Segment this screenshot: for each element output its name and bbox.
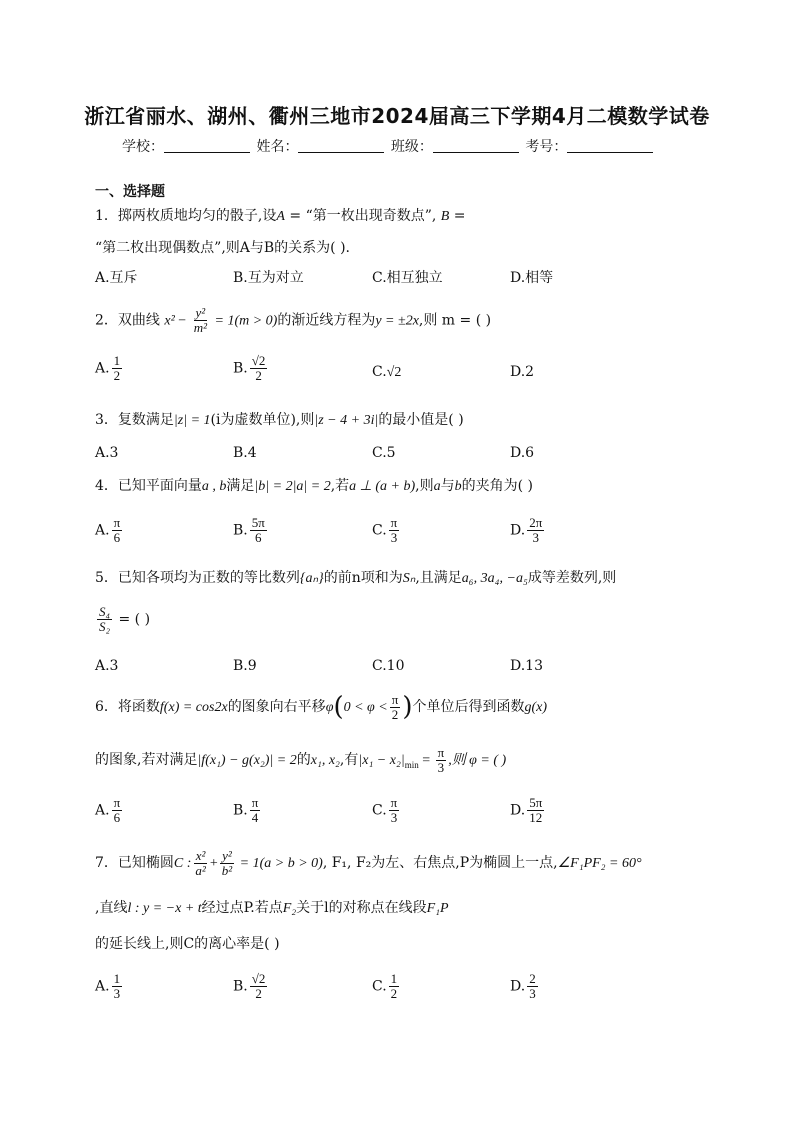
q6-range-num: π [391, 691, 399, 707]
q4-c-den: 3 [390, 530, 398, 545]
q6-line2c: ,有 [339, 752, 359, 768]
q3-option-d[interactable]: D.6 [510, 445, 535, 461]
q6-d-label: D. [510, 802, 526, 819]
q7-frac-y [220, 849, 234, 878]
q6-d-num: 5π [529, 795, 543, 810]
q6-c-frac [389, 796, 400, 825]
q4-text2: 满足 [226, 478, 255, 494]
q2-post: 的渐近线方程为 [277, 312, 376, 329]
q4-text5: 与 [440, 478, 455, 494]
q5-text4: 成等差数列,则 [527, 570, 617, 586]
class-label: 班级： [390, 139, 433, 155]
q6-min: |x₁ − x₂| [358, 753, 405, 768]
q2-option-a-label: A. [95, 360, 110, 377]
q6-xs: x₁, x₂ [310, 753, 340, 768]
q6-b-den: 4 [251, 810, 259, 825]
exam-title: 浙江省丽水、湖州、衢州三地市2024届高三下学期4月二模数学试卷 [84, 104, 710, 128]
q7-option-a[interactable] [95, 972, 124, 1001]
q4-c-label: C. [372, 522, 387, 539]
q7-c-frac [389, 972, 400, 1001]
q7-a-den: 3 [113, 986, 121, 1001]
q7-a-label: A. [95, 978, 110, 995]
student-info-row [122, 136, 655, 156]
q2-minus: − [174, 313, 190, 329]
q7-option-c[interactable] [372, 972, 401, 1001]
q5-number: 5． [95, 570, 118, 586]
q4-b-den: 6 [255, 530, 262, 545]
q2-b-den: 2 [255, 368, 262, 383]
q3-text3: 的最小值是( ) [378, 412, 464, 428]
q1-option-a[interactable]: A.互斥 [95, 270, 138, 286]
q7-option-b[interactable] [233, 972, 269, 1001]
q3-expr: |z − 4 + 3i| [314, 413, 379, 428]
q7-line2c: 关于l的对称点在线段 [296, 900, 427, 916]
q7-x2: x² [195, 847, 206, 863]
q7-line3: 的延长线上,则C的离心率是( ) [95, 936, 280, 952]
q4-d-den: 3 [532, 530, 539, 545]
q5-option-b[interactable]: B.9 [233, 658, 257, 674]
q7-l: l : y = −x + t [127, 901, 202, 916]
class-blank[interactable] [433, 152, 519, 153]
q1-option-d[interactable]: D.相等 [510, 270, 554, 286]
q4-option-c[interactable] [372, 516, 401, 545]
q7-c-num: 1 [390, 971, 398, 986]
q2-option-c[interactable] [372, 362, 401, 383]
q6-min-num: π [437, 744, 445, 760]
q2-frac-den: m² [193, 320, 207, 335]
q7-a-num: 1 [113, 971, 121, 986]
q1-eq2: = [449, 208, 466, 224]
q2-option-c-value: √2 [386, 365, 402, 380]
q7-angle: ∠F₁PF₂ = 60° [557, 856, 642, 871]
q6-phi: φ [325, 700, 334, 715]
q2-option-c-label: C. [372, 364, 387, 380]
q7-line2 [95, 898, 449, 919]
q5-seq: {aₙ} [299, 571, 324, 586]
q6-tail: ,则 φ = ( ) [448, 753, 507, 768]
q7-option-d[interactable] [510, 972, 540, 1001]
q2-x2: x² [164, 313, 175, 329]
q7-c-den: 2 [390, 986, 398, 1001]
q6-text2: 的图象向右平移 [227, 699, 326, 715]
q6-min-frac [436, 746, 447, 775]
q6-a-den: 6 [113, 810, 121, 825]
q6-option-d[interactable] [510, 796, 546, 825]
q4-text6: 的夹角为( ) [461, 478, 533, 494]
q7-d-num: 2 [529, 971, 536, 986]
q5-option-a[interactable]: A.3 [95, 658, 119, 674]
q4-option-a[interactable] [95, 516, 124, 545]
id-label: 考号： [525, 139, 568, 155]
q5-frac-num: S₄ [99, 604, 111, 619]
q4-perp: a ⊥ (a + b) [349, 479, 416, 494]
q4-a-den: 6 [113, 530, 121, 545]
q3-abs: |z| = 1 [173, 413, 211, 428]
q2-b-num: √2 [251, 353, 266, 368]
q7-c-label: C. [372, 978, 387, 995]
q6-a-label: A. [95, 802, 110, 819]
q6-g: g(x) [524, 700, 548, 715]
q6-line2 [95, 745, 506, 780]
name-label: 姓名： [256, 139, 299, 155]
q7-b-label: B. [233, 978, 248, 995]
q7-line1 [95, 848, 642, 879]
q6-option-a[interactable] [95, 796, 124, 825]
q2-option-a[interactable] [95, 354, 124, 383]
q5-terms: a₆, 3a₄, −a₅ [461, 571, 528, 586]
q6-a-num: π [113, 795, 121, 810]
q5-option-d[interactable]: D.13 [510, 658, 543, 674]
q1-line2: “第二枚出现偶数点”,则A与B的关系为( ). [95, 240, 350, 256]
q2-line [95, 306, 491, 335]
q4-a-num: π [113, 515, 121, 530]
q2-frac [192, 306, 209, 335]
q7-f2: F₂ [282, 901, 297, 916]
q6-range-den: 2 [391, 706, 399, 722]
q6-cond: |f(x₁) − g(x₂)| = 2 [197, 753, 297, 768]
q4-b-label: B. [233, 522, 248, 539]
q7-text1: 已知椭圆 [117, 855, 174, 871]
q7-d-label: D. [510, 978, 526, 995]
q1-eq: = “第一枚出现奇数点”, [284, 208, 441, 224]
q4-cond: |b| = 2|a| = 2 [254, 479, 331, 494]
q2-a-num: 1 [113, 353, 121, 368]
q4-text4: ,则 [415, 478, 434, 494]
q4-text3: ,若 [330, 478, 350, 494]
q6-c-num: π [390, 795, 398, 810]
q5-text1: 已知各项均为正数的等比数列 [117, 570, 300, 586]
q1-var-a: A [276, 209, 285, 224]
q2-cond: = 1(m > 0) [211, 313, 278, 329]
q5-text3: ,且满足 [415, 570, 462, 586]
q2-tail: ,则 m = ( ) [418, 312, 492, 329]
q6-line2b: 的 [296, 752, 311, 768]
school-label: 学校： [122, 139, 164, 155]
q5-text2: 的前n项和为 [323, 570, 403, 586]
q2-frac-num: y² [195, 305, 206, 320]
q3-option-a[interactable]: A.3 [95, 445, 119, 461]
q6-rparen: ) [402, 692, 413, 722]
q1-var-b: B [440, 209, 450, 224]
q5-tail: = ( ) [114, 611, 151, 628]
q3-option-b[interactable]: B.4 [233, 445, 257, 461]
id-blank[interactable] [567, 152, 653, 153]
q4-b-num: 5π [251, 515, 265, 530]
q5-frac-den: S₂ [99, 619, 111, 634]
q6-number: 6． [95, 699, 118, 715]
q4-a-frac [112, 516, 123, 545]
q4-text1: 已知平面向量 [117, 478, 202, 494]
q2-number: 2． [95, 312, 118, 329]
q6-f: f(x) = cos2x [159, 700, 228, 715]
q3-option-c[interactable]: C.5 [372, 445, 396, 461]
q4-d-num: 2π [529, 515, 543, 530]
q6-line1 [95, 692, 547, 723]
q5-option-c[interactable]: C.10 [372, 658, 405, 674]
q4-option-d[interactable] [510, 516, 546, 545]
q7-plus: + [209, 856, 218, 871]
q2-pre: 双曲线 [117, 312, 160, 329]
q6-range: 0 < φ < [343, 700, 388, 715]
school-blank[interactable] [164, 152, 250, 153]
q6-min-den: 3 [437, 759, 445, 775]
q3-line [95, 410, 464, 431]
q7-b-den: 2 [255, 986, 262, 1001]
q1-option-c[interactable]: C.相互独立 [372, 270, 443, 286]
q6-c-den: 3 [390, 810, 398, 825]
q2-option-b-frac [250, 354, 268, 383]
q4-option-b[interactable] [233, 516, 269, 545]
q5-frac [97, 605, 112, 634]
q6-d-den: 12 [529, 810, 543, 825]
q5-line1 [95, 568, 616, 589]
q2-a-den: 2 [113, 368, 121, 383]
q7-d-frac [527, 972, 538, 1001]
q7-cond: = 1(a > b > 0) [236, 856, 323, 871]
q6-text3: 个单位后得到函数 [412, 699, 525, 715]
q4-d-label: D. [510, 522, 526, 539]
q6-range-frac [390, 693, 401, 722]
q7-text2: , F₁, F₂为左、右焦点,P为椭圆上一点, [322, 855, 558, 871]
q1-number: 1． [95, 208, 118, 224]
q4-a-label: A. [95, 522, 110, 539]
q6-text1: 将函数 [117, 699, 160, 715]
q7-f1p: F₁P [426, 901, 449, 916]
q3-text2: (i为虚数单位),则 [210, 412, 315, 428]
q4-d-frac [527, 516, 544, 545]
q4-vec-a: a [433, 479, 441, 494]
q6-eq: = [418, 753, 434, 768]
q1-option-b[interactable]: B.互为对立 [233, 270, 304, 286]
q6-option-b[interactable] [233, 796, 262, 825]
q6-a-frac [112, 796, 123, 825]
q7-y2: y² [222, 847, 232, 863]
q6-line2a: 的图象,若对满足 [95, 752, 198, 768]
q3-number: 3． [95, 412, 118, 428]
q7-number: 7． [95, 855, 118, 871]
q7-b-num: √2 [251, 971, 266, 986]
q7-line2b: 经过点P.若点 [201, 900, 283, 916]
q5-sn: Sₙ [402, 571, 416, 586]
q4-vectors: a , b [201, 479, 227, 494]
q4-line [95, 476, 533, 497]
q6-min-sub: min [404, 759, 419, 770]
q7-b2: b² [221, 862, 233, 878]
q4-c-num: π [390, 515, 398, 530]
q1-line1 [95, 206, 466, 227]
q7-line2a: ,直线 [95, 900, 128, 916]
q1-text: 掷两枚质地均匀的骰子,设 [117, 208, 277, 224]
q6-b-frac [250, 796, 261, 825]
q6-option-c[interactable] [372, 796, 401, 825]
q4-vec-b: b [454, 479, 462, 494]
q2-option-a-frac [112, 354, 123, 383]
section-heading: 一、选择题 [95, 184, 165, 200]
q2-asym: y = ±2x [375, 313, 419, 329]
q4-number: 4． [95, 478, 118, 494]
q6-lparen: ( [333, 692, 344, 722]
q3-text1: 复数满足 [117, 412, 174, 428]
q4-c-frac [389, 516, 400, 545]
q7-frac-x [193, 849, 207, 878]
q4-b-frac [250, 516, 267, 545]
q6-d-frac [527, 796, 544, 825]
q7-b-frac [250, 972, 268, 1001]
q6-c-label: C. [372, 802, 387, 819]
q2-option-b-label: B. [233, 360, 248, 377]
q7-a-frac [112, 972, 123, 1001]
q2-option-b[interactable] [233, 354, 269, 383]
q6-b-label: B. [233, 802, 248, 819]
q7-d-den: 3 [529, 986, 536, 1001]
q7-a2: a² [195, 862, 206, 878]
name-blank[interactable] [298, 152, 384, 153]
q7-c: C : [173, 856, 192, 871]
q2-option-d[interactable]: D.2 [510, 364, 535, 380]
q6-b-num: π [251, 795, 259, 810]
q5-line2 [95, 605, 150, 634]
